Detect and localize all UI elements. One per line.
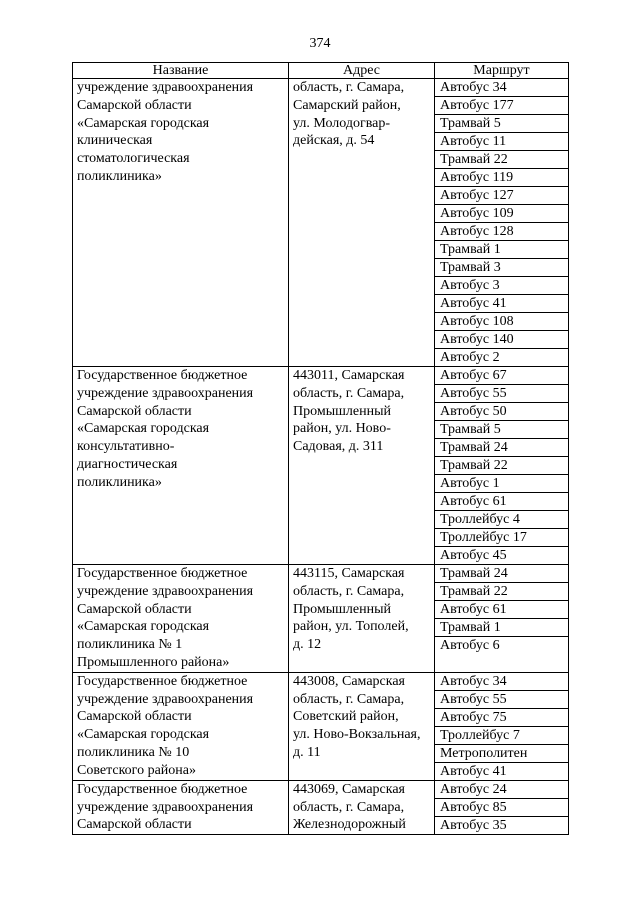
route-item: Автобус 55 xyxy=(435,385,568,403)
route-item: Автобус 127 xyxy=(435,187,568,205)
routes-cell xyxy=(435,367,569,565)
clinic-name: Государственное бюджетное учреждение здравоохранения Самарской области «Самарская городская консультативно- диагностическая поликлиника» xyxy=(77,368,254,490)
route-item: Трамвай 1 xyxy=(435,241,568,259)
route-item: Автобус 2 xyxy=(440,350,500,365)
route-item: Автобус 41 xyxy=(440,763,507,779)
clinic-name: Государственное бюджетное учреждение здравоохранения Самарской области «Самарская городская поликлиника № 10 Советского района» xyxy=(77,673,254,778)
table-header-row xyxy=(73,63,569,79)
table-row xyxy=(73,565,569,673)
route-item: Трамвай 24 xyxy=(435,439,568,457)
route-list xyxy=(435,673,568,780)
clinic-address: 443011, Самарская область, г. Самара, Промышленный район, ул. Ново- Садовая, д. 311 xyxy=(293,368,405,455)
header-address: Адрес xyxy=(289,63,435,79)
route-item: Автобус 108 xyxy=(435,313,568,331)
table-row xyxy=(73,79,569,367)
route-item: Автобус 50 xyxy=(435,403,568,421)
table-row xyxy=(73,367,569,565)
routes-cell xyxy=(435,672,569,780)
clinic-name-cell xyxy=(73,367,289,565)
route-item: Автобус 45 xyxy=(440,548,507,563)
route-item: Трамвай 5 xyxy=(435,421,568,439)
route-item: Автобус 34 xyxy=(435,79,568,97)
clinic-name-cell xyxy=(73,780,289,834)
route-item: Трамвай 24 xyxy=(435,565,568,583)
route-item: Автобус 61 xyxy=(435,601,568,619)
clinic-name: Государственное бюджетное учреждение здравоохранения Самарской области «Самарская городская поликлиника № 1 Промышленного района» xyxy=(77,566,254,670)
clinic-address: 443008, Самарская область, г. Самара, Советский район, ул. Ново-Вокзальная, д. 11 xyxy=(293,673,421,760)
route-item: Трамвай 22 xyxy=(435,457,568,475)
route-item: Автобус 109 xyxy=(435,205,568,223)
clinic-address: область, г. Самара, Самарский район, ул. Молодогвар- дейская, д. 54 xyxy=(293,80,405,149)
route-item: Автобус 140 xyxy=(435,331,568,349)
header-name: Название xyxy=(73,63,289,79)
clinic-name: Государственное бюджетное учреждение здравоохранения Самарской области xyxy=(77,781,254,833)
route-item: Автобус 61 xyxy=(435,493,568,511)
route-item: Автобус 119 xyxy=(435,169,568,187)
table-body xyxy=(73,79,569,835)
routes-cell xyxy=(435,565,569,673)
route-item: Автобус 3 xyxy=(435,277,568,295)
route-item: Троллейбус 4 xyxy=(435,511,568,529)
route-item: Трамвай 22 xyxy=(435,583,568,601)
route-item: Автобус 85 xyxy=(435,799,568,817)
route-item: Автобус 1 xyxy=(435,475,568,493)
route-item: Автобус 55 xyxy=(435,691,568,709)
clinic-name-cell xyxy=(73,672,289,780)
clinic-address: 443069, Самарская область, г. Самара, Железнодорожный xyxy=(293,781,406,833)
route-item: Трамвай 5 xyxy=(435,115,568,133)
route-item: Трамвай 1 xyxy=(435,619,568,637)
route-list xyxy=(435,565,568,654)
header-route: Маршрут xyxy=(435,63,569,79)
route-item: Трамвай 22 xyxy=(435,151,568,169)
route-item: Автобус 128 xyxy=(435,223,568,241)
page-number: 374 xyxy=(309,36,331,51)
route-item: Автобус 35 xyxy=(440,817,507,833)
route-item: Автобус 67 xyxy=(435,367,568,385)
clinic-address: 443115, Самарская область, г. Самара, Промышленный район, ул. Тополей, д. 12 xyxy=(293,566,409,653)
routes-cell xyxy=(435,79,569,367)
route-list xyxy=(435,79,568,366)
clinic-name: учреждение здравоохранения Самарской области «Самарская городская клиническая стоматологическая поликлиника» xyxy=(77,80,254,184)
clinic-address-cell xyxy=(289,79,435,367)
table-row xyxy=(73,780,569,834)
route-list xyxy=(435,781,568,834)
clinic-name-cell xyxy=(73,79,289,367)
routes-cell xyxy=(435,780,569,834)
clinic-address-cell xyxy=(289,565,435,673)
route-item: Метрополитен xyxy=(435,745,568,763)
route-item: Троллейбус 17 xyxy=(435,529,568,547)
table-row xyxy=(73,672,569,780)
route-item: Трамвай 3 xyxy=(435,259,568,277)
route-item: Автобус 24 xyxy=(435,781,568,799)
clinic-address-cell xyxy=(289,780,435,834)
clinic-address-cell xyxy=(289,672,435,780)
clinic-address-cell xyxy=(289,367,435,565)
route-list xyxy=(435,367,568,564)
clinic-name-cell xyxy=(73,565,289,673)
route-item: Троллейбус 7 xyxy=(435,727,568,745)
route-item: Автобус 41 xyxy=(435,295,568,313)
route-item: Автобус 6 xyxy=(440,638,500,653)
route-item: Автобус 11 xyxy=(435,133,568,151)
route-item: Автобус 34 xyxy=(435,673,568,691)
route-item: Автобус 177 xyxy=(435,97,568,115)
route-item: Автобус 75 xyxy=(435,709,568,727)
clinics-table xyxy=(72,62,569,835)
